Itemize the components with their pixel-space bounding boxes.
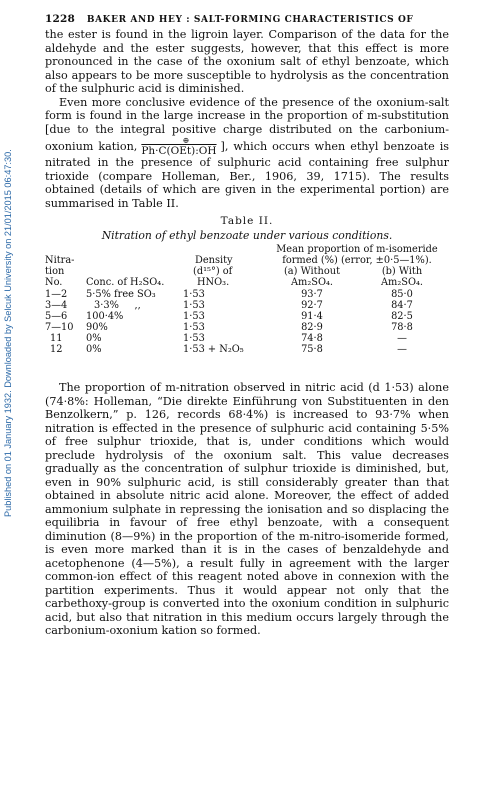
row-5-with: — [397, 333, 407, 344]
row-3-conc: 100·4% [86, 311, 124, 322]
positive-charge-icon: ⊕ [182, 136, 190, 145]
header-mean-1: Mean proportion of m-isomeride [276, 244, 438, 255]
row-2-density: 1·53 [183, 300, 205, 311]
header-with-2: Am₂SO₄. [380, 277, 424, 288]
header-nitration-1: Nitra- [45, 255, 75, 266]
row-6-with: — [397, 344, 407, 355]
data-table [45, 244, 449, 379]
row-2-without: 92·7 [301, 300, 323, 311]
row-4-without: 82·9 [301, 322, 323, 333]
paragraph-2 [45, 96, 449, 211]
page-number: 1228 [45, 13, 76, 25]
row-2-conc: 3·3% ,, [94, 300, 141, 311]
paragraph-3: The proportion of m-nitration observed in nitric acid (d 1·53) alone (74·8%: Holleman, “Die direkte Einführung von Substituenten in den Benzolkern,” p. 126, records 68·4%) is increased to 93·7% when nitration is effected in the presence of sulphuric acid containing 5·5% of free sulphur trioxide, that is, under conditions which would preclude hydrolysis of the oxonium salt. This value decreases gradually as the concentration of sulphur trioxide is diminished, but, even in 90% sulphuric acid, is still considerably greater than that obtained in absolute nitric acid alone. Moreover, the effect of added ammonium sulphate in repressing the ionisation and so displacing the equilibria in favour of free ethyl benzoate, with a consequent diminution (8—9%) in the proportion of the m-nitro-isomeride formed, is even more marked than it is in the cases of benzaldehyde and acetophenone (4—5%), a result fully in agreement with the larger common-ion effect of this reagent noted above in connexion with the partition experiments. Thus it would appear not only that the carbethoxy-group is converted into the oxonium condition in sulphuric acid, but also that nitration in this medium occurs largely through the carbonium-oxonium kation so formed. [45, 381, 449, 637]
row-4-no: 7—10 [45, 322, 74, 333]
row-5-without: 74·8 [301, 333, 323, 344]
header-conc: Conc. of H₂SO₄. [86, 277, 165, 288]
header-density-2: (d¹⁵°) of [193, 266, 233, 277]
row-1-no: 1—2 [45, 289, 68, 300]
header-mean-2: formed (%) (error, ±0·5—1%). [282, 255, 432, 266]
row-3-with: 82·5 [391, 311, 413, 322]
row-6-no: 12 [50, 344, 63, 355]
row-6-density: 1·53 + N₂O₅ [183, 344, 244, 355]
row-2-no: 3—4 [45, 300, 68, 311]
header-nitration-2: tion [45, 266, 65, 277]
header-without-2: Am₂SO₄. [290, 277, 334, 288]
header-density-1: Density [195, 255, 233, 266]
header-density-3: HNO₃. [197, 277, 230, 288]
row-5-no: 11 [50, 333, 63, 344]
row-5-density: 1·53 [183, 333, 205, 344]
row-4-density: 1·53 [183, 322, 205, 333]
kation-formula-text: Ph·C(OEt):OH [141, 145, 217, 157]
paragraph-1: the ester is found in the ligroin layer. Comparison of the data for the aldehyde and the ester suggests, however, that this effect is more pronounced in the case of the oxonium salt of ethyl benzoate, which also appears to be more susceptible to hydrolysis as the concentration of the sulphuric acid is diminished. [45, 28, 449, 95]
header-nitration-3: No. [45, 277, 63, 288]
page [45, 10, 449, 638]
row-2-with: 84·7 [391, 300, 413, 311]
row-1-with: 85·0 [391, 289, 413, 300]
download-notice: Published on 01 January 1932. Downloaded by Selcuk University on 21/01/2015 06:47:30. [3, 149, 13, 517]
row-1-without: 93·7 [301, 289, 323, 300]
row-1-conc: 5·5% free SO₃ [86, 289, 156, 300]
row-3-density: 1·53 [183, 311, 205, 322]
paragraph-2-after: ], which occurs when ethyl benzoate is nitrated in the presence of sulphuric acid containing free sulphur trioxide (compare Holleman, Ber., 1906, 39, 1715). The results obtained (details of which are given in the experimental portion) are summarised in Table II. [45, 140, 450, 210]
row-4-conc: 90% [86, 322, 108, 333]
header-with-1: (b) With [381, 266, 423, 277]
row-1-density: 1·53 [183, 289, 205, 300]
header-without-1: (a) Without [283, 266, 341, 277]
paragraph-2-before: Even more conclusive evidence of the presence of the oxonium-salt form is found in the large increase in the proportion of m-substitution [due to the integral positive charge distributed on the carbonium-oxonium kation, [45, 95, 449, 153]
row-3-no: 5—6 [45, 311, 68, 322]
running-header [45, 10, 449, 28]
table-subtitle: Nitration of ethyl benzoate under various conditions. [101, 229, 393, 242]
table-caption: Table II. [220, 215, 274, 227]
kation-formula [141, 136, 216, 156]
row-5-conc: 0% [86, 333, 102, 344]
row-6-conc: 0% [86, 344, 102, 355]
running-title: BAKER AND HEY : SALT-FORMING CHARACTERISTICS OF [86, 15, 414, 25]
row-3-without: 91·4 [301, 311, 323, 322]
row-6-without: 75·8 [301, 344, 323, 355]
row-4-with: 78·8 [391, 322, 413, 333]
